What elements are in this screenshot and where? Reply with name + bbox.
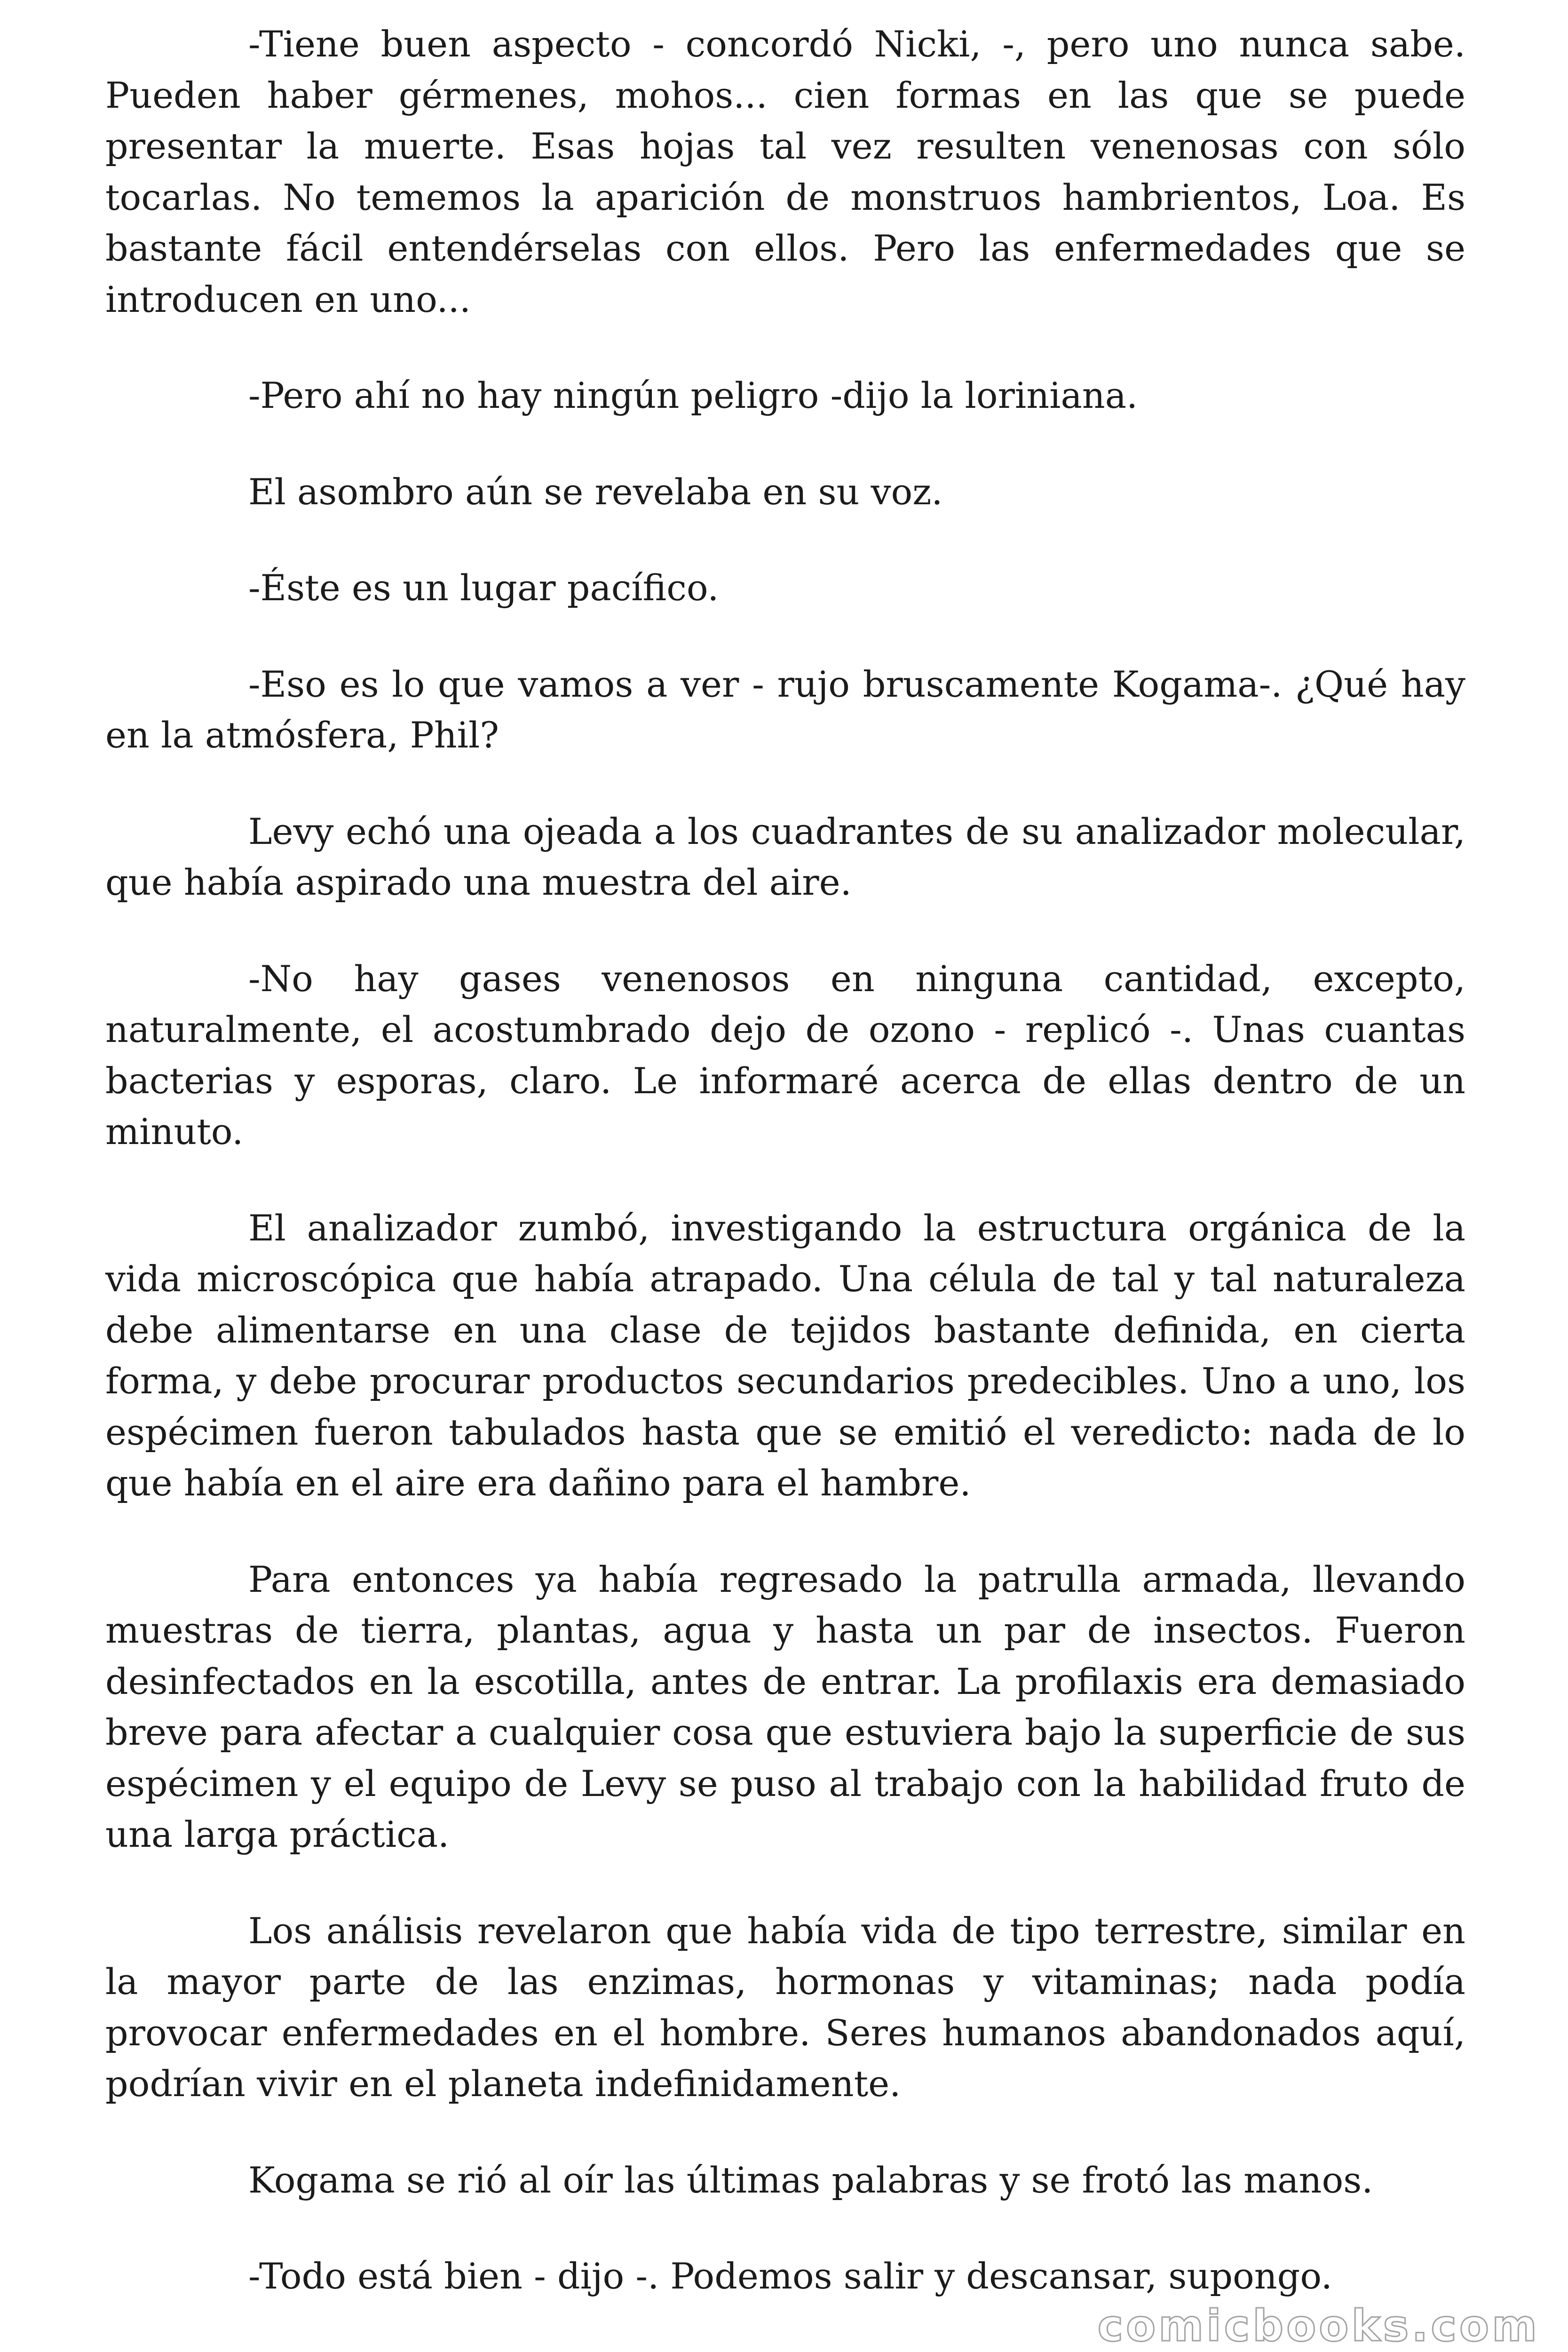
paragraph: -No hay gases venenosos en ninguna cantidad, excepto, naturalmente, el acostumbrado dejo de ozono - replicó -. Unas cuantas bacterias y esporas, claro. Le informaré acerca de ellas dentro de un minuto. xyxy=(105,957,1465,1152)
paragraph: Los análisis revelaron que había vida de tipo terrestre, similar en la mayor parte de las enzimas, hormonas y vitaminas; nada podía provocar enfermedades en el hombre. Seres humanos abandonados aquí, podrían vivir en el planeta indefinidamente. xyxy=(105,1909,1465,2105)
paragraph: -Pero ahí no hay ningún peligro -dijo la loriniana. xyxy=(248,374,1138,416)
document-page xyxy=(105,19,1465,2347)
paragraph: -Todo está bien - dijo -. Podemos salir y descansar, supongo. xyxy=(248,2255,1332,2297)
watermark-logo: comicbooks.com xyxy=(1097,2301,1540,2351)
paragraph: El analizador zumbó, investigando la estructura orgánica de la vida microscópica que había atrapado. Una célula de tal y tal naturaleza debe alimentarse en una clase de tejidos bastante definida, en cierta forma, y debe procurar productos secundarios predecibles. Uno a uno, los espécimen fueron tabulados hasta que se emitió el veredicto: nada de lo que había en el aire era dañino para el hambre. xyxy=(105,1207,1465,1504)
paragraph: -Tiene buen aspecto - concordó Nicki, -, pero uno nunca sabe. Pueden haber gérmenes, mohos... cien formas en las que se puede presentar la muerte. Esas hojas tal vez resulten venenosas con sólo tocarlas. No tememos la aparición de monstruos hambrientos, Loa. Es bastante fácil entendérselas con ellos. Pero las enfermedades que se introducen en uno... xyxy=(105,23,1465,320)
paragraph: Kogama se rió al oír las últimas palabras y se frotó las manos. xyxy=(248,2159,1373,2201)
paragraph: Levy echó una ojeada a los cuadrantes de su analizador molecular, que había aspirado una muestra del aire. xyxy=(105,810,1465,903)
paragraph: -Éste es un lugar pacífico. xyxy=(248,567,719,609)
paragraph: -Eso es lo que vamos a ver - rujo bruscamente Kogama-. ¿Qué hay en la atmósfera, Phil? xyxy=(105,663,1465,756)
paragraph: El asombro aún se revelaba en su voz. xyxy=(248,470,943,513)
paragraph: Para entonces ya había regresado la patrulla armada, llevando muestras de tierra, plantas, agua y hasta un par de insectos. Fueron desinfectados en la escotilla, antes de entrar. La profilaxis era demasiado breve para afectar a cualquier cosa que estuviera bajo la superficie de sus espécimen y el equipo de Levy se puso al trabajo con la habilidad fruto de una larga práctica. xyxy=(105,1558,1465,1855)
